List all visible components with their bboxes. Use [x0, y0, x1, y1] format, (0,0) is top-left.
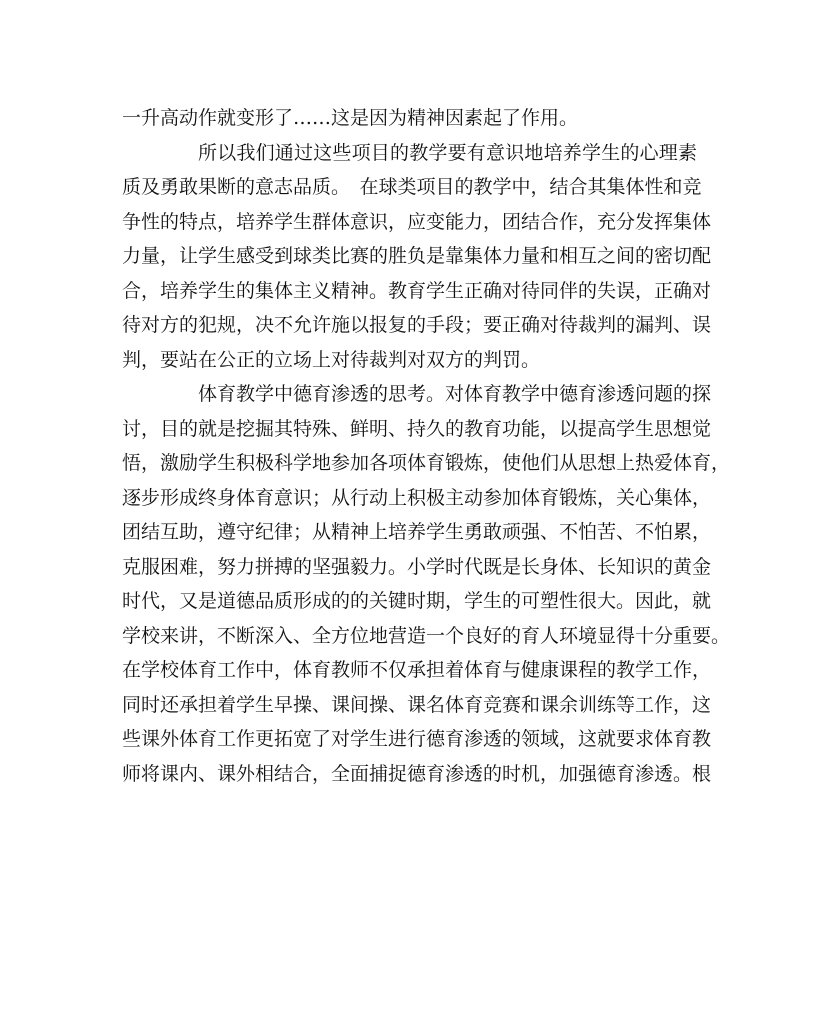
text-line: 力量，让学生感受到球类比赛的胜负是靠集体力量和相互之间的密切配	[122, 245, 712, 267]
text-line: 争性的特点，培养学生群体意识，应变能力，团结合作，充分发挥集体	[122, 210, 712, 233]
body-text	[122, 101, 731, 791]
text-line: 一升高动作就变形了……这是因为精神因素起了作用。	[122, 107, 579, 129]
text-line: 学校来讲，不断深入、全方位地营造一个良好的育人环境显得十分重要。	[122, 624, 731, 647]
text-line: 所以我们通过这些项目的教学要有意识地培养学生的心理素	[198, 141, 697, 164]
text-line: 讨，目的就是挖掘其特殊、鲜明、持久的教育功能，以提高学生思想觉	[122, 417, 712, 440]
text-line: 质及勇敢果断的意志品质。 在球类项目的教学中，结合其集体性和竞	[122, 176, 702, 198]
text-line: 逐步形成终身体育意识；从行动上积极主动参加体育锻炼，关心集体，	[122, 486, 712, 509]
text-line: 时代，又是道德品质形成的的关键时期，学生的可塑性很大。因此，就	[122, 590, 712, 612]
text-line: 在学校体育工作中，体育教师不仅承担着体育与健康课程的教学工作，	[122, 659, 712, 681]
text-line: 师将课内、课外相结合，全面捕捉德育渗透的时机，加强德育渗透。根	[122, 762, 712, 785]
text-line: 同时还承担着学生早操、课间操、课名体育竞赛和课余训练等工作，这	[122, 693, 712, 716]
text-line: 待对方的犯规，决不允许施以报复的手段；要正确对待裁判的漏判、误	[122, 314, 712, 336]
text-line: 克服困难，努力拼搏的坚强毅力。小学时代既是长身体、长知识的黄金	[122, 555, 712, 578]
text-line: 团结互助，遵守纪律；从精神上培养学生勇敢顽强、不怕苦、不怕累，	[122, 521, 712, 543]
text-line: 判，要站在公正的立场上对待裁判对双方的判罚。	[122, 348, 541, 371]
text-line: 合，培养学生的集体主义精神。教育学生正确对待同伴的失误，正确对	[122, 279, 712, 302]
text-line: 些课外体育工作更拓宽了对学生进行德育渗透的领域，这就要求体育教	[122, 728, 712, 750]
text-line: 体育教学中德育渗透的思考。对体育教学中德育渗透问题的探	[198, 383, 712, 405]
text-line: 悟，激励学生积极科学地参加各项体育锻炼，使他们从思想上热爱体育，	[122, 452, 731, 474]
